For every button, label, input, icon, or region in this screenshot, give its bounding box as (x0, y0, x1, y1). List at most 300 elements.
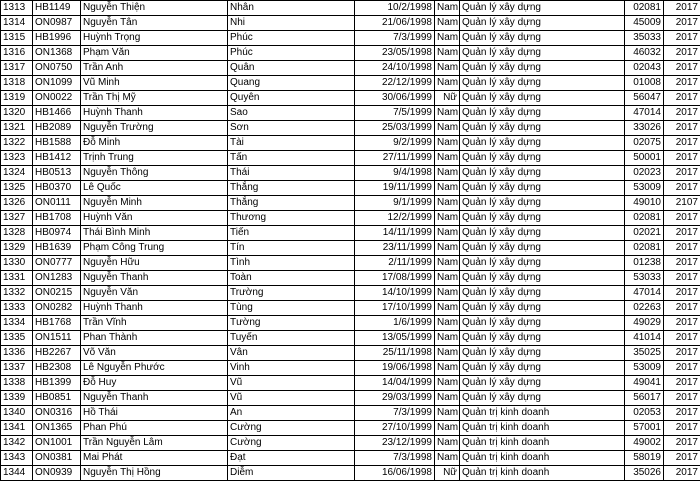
number-cell: 57001 (625, 421, 664, 436)
student-code-cell: HB2089 (33, 121, 81, 136)
year-cell: 2017 (664, 151, 700, 166)
student-code-cell: HB1588 (33, 136, 81, 151)
row-number-cell: 1324 (1, 166, 33, 181)
major-cell: Quản lý xây dựng (460, 346, 625, 361)
surname-cell: Phạm Công Trung (81, 241, 228, 256)
student-code-cell: HB1708 (33, 211, 81, 226)
gender-cell: Nam (435, 106, 460, 121)
table-row (1, 61, 700, 76)
given-name-cell: Tiến (228, 226, 355, 241)
year-cell: 2017 (664, 421, 700, 436)
number-cell: 56047 (625, 91, 664, 106)
major-cell: Quản lý xây dựng (460, 331, 625, 346)
given-name-cell: Diễm (228, 466, 355, 481)
surname-cell: Lê Nguyễn Phước (81, 361, 228, 376)
student-code-cell: ON0939 (33, 466, 81, 481)
number-cell: 02021 (625, 226, 664, 241)
table-row (1, 331, 700, 346)
major-cell: Quản lý xây dựng (460, 316, 625, 331)
number-cell: 49010 (625, 196, 664, 211)
table-body (1, 1, 700, 481)
year-cell: 2017 (664, 301, 700, 316)
given-name-cell: Vũ (228, 391, 355, 406)
surname-cell: Trần Nguyễn Lâm (81, 436, 228, 451)
major-cell: Quản lý xây dựng (460, 241, 625, 256)
given-name-cell: Thương (228, 211, 355, 226)
surname-cell: Nguyễn Thị Hồng (81, 466, 228, 481)
year-cell: 2017 (664, 91, 700, 106)
row-number-cell: 1325 (1, 181, 33, 196)
given-name-cell: Trường (228, 286, 355, 301)
birth-date-cell: 23/12/1999 (355, 436, 435, 451)
row-number-cell: 1329 (1, 241, 33, 256)
birth-date-cell: 13/05/1999 (355, 331, 435, 346)
gender-cell: Nam (435, 121, 460, 136)
given-name-cell: Tùng (228, 301, 355, 316)
surname-cell: Nguyễn Trường (81, 121, 228, 136)
row-number-cell: 1340 (1, 406, 33, 421)
given-name-cell: Vũ (228, 376, 355, 391)
year-cell: 2017 (664, 331, 700, 346)
given-name-cell: Sơn (228, 121, 355, 136)
student-code-cell: HB0513 (33, 166, 81, 181)
major-cell: Quản lý xây dựng (460, 361, 625, 376)
row-number-cell: 1322 (1, 136, 33, 151)
given-name-cell: Cường (228, 421, 355, 436)
surname-cell: Thái Bình Minh (81, 226, 228, 241)
birth-date-cell: 27/10/1999 (355, 421, 435, 436)
number-cell: 01238 (625, 256, 664, 271)
row-number-cell: 1314 (1, 16, 33, 31)
given-name-cell: Nhân (228, 1, 355, 16)
student-code-cell: HB1399 (33, 376, 81, 391)
row-number-cell: 1318 (1, 76, 33, 91)
major-cell: Quản lý xây dựng (460, 376, 625, 391)
surname-cell: Đỗ Huy (81, 376, 228, 391)
gender-cell: Nam (435, 226, 460, 241)
student-code-cell: ON0215 (33, 286, 81, 301)
given-name-cell: Tường (228, 316, 355, 331)
number-cell: 35026 (625, 466, 664, 481)
major-cell: Quản lý xây dựng (460, 136, 625, 151)
birth-date-cell: 7/3/1999 (355, 31, 435, 46)
major-cell: Quản lý xây dựng (460, 106, 625, 121)
row-number-cell: 1334 (1, 316, 33, 331)
surname-cell: Vũ Minh (81, 76, 228, 91)
table-row (1, 256, 700, 271)
gender-cell: Nam (435, 31, 460, 46)
gender-cell: Nam (435, 211, 460, 226)
gender-cell: Nam (435, 16, 460, 31)
surname-cell: Huỳnh Văn (81, 211, 228, 226)
number-cell: 02081 (625, 211, 664, 226)
gender-cell: Nam (435, 331, 460, 346)
gender-cell: Nam (435, 391, 460, 406)
row-number-cell: 1320 (1, 106, 33, 121)
table-row (1, 451, 700, 466)
surname-cell: Võ Văn (81, 346, 228, 361)
major-cell: Quản lý xây dựng (460, 1, 625, 16)
major-cell: Quản lý xây dựng (460, 166, 625, 181)
surname-cell: Nguyễn Thông (81, 166, 228, 181)
student-code-cell: ON0750 (33, 61, 81, 76)
year-cell: 2017 (664, 271, 700, 286)
gender-cell: Nam (435, 421, 460, 436)
table-row (1, 181, 700, 196)
given-name-cell: Tài (228, 136, 355, 151)
given-name-cell: Thắng (228, 196, 355, 211)
gender-cell: Nam (435, 346, 460, 361)
row-number-cell: 1337 (1, 361, 33, 376)
major-cell: Quản trị kinh doanh (460, 436, 625, 451)
student-code-cell: HB0974 (33, 226, 81, 241)
surname-cell: Huỳnh Thanh (81, 106, 228, 121)
number-cell: 47014 (625, 106, 664, 121)
surname-cell: Nguyễn Thiện (81, 1, 228, 16)
major-cell: Quản lý xây dựng (460, 196, 625, 211)
major-cell: Quản trị kinh doanh (460, 466, 625, 481)
row-number-cell: 1331 (1, 271, 33, 286)
table-row (1, 76, 700, 91)
table-row (1, 421, 700, 436)
given-name-cell: Quang (228, 76, 355, 91)
student-code-cell: HB1149 (33, 1, 81, 16)
gender-cell: Nam (435, 151, 460, 166)
surname-cell: Nguyễn Tân (81, 16, 228, 31)
student-code-cell: HB1996 (33, 31, 81, 46)
year-cell: 2017 (664, 1, 700, 16)
surname-cell: Nguyễn Thanh (81, 271, 228, 286)
major-cell: Quản lý xây dựng (460, 61, 625, 76)
birth-date-cell: 23/11/1999 (355, 241, 435, 256)
number-cell: 45009 (625, 16, 664, 31)
gender-cell: Nam (435, 61, 460, 76)
given-name-cell: Thái (228, 166, 355, 181)
row-number-cell: 1342 (1, 436, 33, 451)
student-code-cell: HB1466 (33, 106, 81, 121)
number-cell: 01008 (625, 76, 664, 91)
gender-cell: Nam (435, 1, 460, 16)
surname-cell: Phạm Văn (81, 46, 228, 61)
year-cell: 2017 (664, 466, 700, 481)
number-cell: 56017 (625, 391, 664, 406)
number-cell: 46032 (625, 46, 664, 61)
row-number-cell: 1336 (1, 346, 33, 361)
year-cell: 2017 (664, 31, 700, 46)
birth-date-cell: 19/11/1999 (355, 181, 435, 196)
row-number-cell: 1344 (1, 466, 33, 481)
birth-date-cell: 12/2/1999 (355, 211, 435, 226)
number-cell: 35033 (625, 31, 664, 46)
major-cell: Quản trị kinh doanh (460, 451, 625, 466)
row-number-cell: 1338 (1, 376, 33, 391)
surname-cell: Trần Anh (81, 61, 228, 76)
birth-date-cell: 25/11/1998 (355, 346, 435, 361)
student-code-cell: ON0777 (33, 256, 81, 271)
number-cell: 02081 (625, 1, 664, 16)
birth-date-cell: 1/6/1999 (355, 316, 435, 331)
given-name-cell: Cường (228, 436, 355, 451)
row-number-cell: 1343 (1, 451, 33, 466)
birth-date-cell: 27/11/1999 (355, 151, 435, 166)
surname-cell: Phan Thành (81, 331, 228, 346)
surname-cell: Nguyễn Văn (81, 286, 228, 301)
number-cell: 02263 (625, 301, 664, 316)
student-code-cell: ON1283 (33, 271, 81, 286)
major-cell: Quản lý xây dựng (460, 151, 625, 166)
year-cell: 2017 (664, 286, 700, 301)
surname-cell: Nguyễn Minh (81, 196, 228, 211)
gender-cell: Nam (435, 181, 460, 196)
number-cell: 02053 (625, 406, 664, 421)
major-cell: Quản lý xây dựng (460, 226, 625, 241)
birth-date-cell: 17/10/1999 (355, 301, 435, 316)
student-code-cell: HB1768 (33, 316, 81, 331)
table-row (1, 121, 700, 136)
row-number-cell: 1316 (1, 46, 33, 61)
birth-date-cell: 9/4/1998 (355, 166, 435, 181)
given-name-cell: Nhi (228, 16, 355, 31)
table-row (1, 31, 700, 46)
row-number-cell: 1332 (1, 286, 33, 301)
row-number-cell: 1341 (1, 421, 33, 436)
student-code-cell: ON1511 (33, 331, 81, 346)
number-cell: 47014 (625, 286, 664, 301)
table-row (1, 316, 700, 331)
number-cell: 02043 (625, 61, 664, 76)
table-row (1, 406, 700, 421)
birth-date-cell: 7/3/1999 (355, 406, 435, 421)
gender-cell: Nam (435, 316, 460, 331)
surname-cell: Nguyễn Hữu (81, 256, 228, 271)
year-cell: 2017 (664, 121, 700, 136)
given-name-cell: Vinh (228, 361, 355, 376)
gender-cell: Nam (435, 271, 460, 286)
year-cell: 2017 (664, 316, 700, 331)
birth-date-cell: 14/10/1999 (355, 286, 435, 301)
year-cell: 2017 (664, 181, 700, 196)
birth-date-cell: 21/06/1998 (355, 16, 435, 31)
major-cell: Quản lý xây dựng (460, 181, 625, 196)
number-cell: 49002 (625, 436, 664, 451)
major-cell: Quản lý xây dựng (460, 391, 625, 406)
gender-cell: Nam (435, 451, 460, 466)
surname-cell: Huỳnh Thanh (81, 301, 228, 316)
birth-date-cell: 24/10/1998 (355, 61, 435, 76)
gender-cell: Nam (435, 241, 460, 256)
given-name-cell: Quân (228, 61, 355, 76)
table-row (1, 1, 700, 16)
student-code-cell: ON0282 (33, 301, 81, 316)
given-name-cell: An (228, 406, 355, 421)
row-number-cell: 1317 (1, 61, 33, 76)
number-cell: 50001 (625, 151, 664, 166)
birth-date-cell: 22/12/1999 (355, 76, 435, 91)
birth-date-cell: 30/06/1999 (355, 91, 435, 106)
birth-date-cell: 25/03/1999 (355, 121, 435, 136)
birth-date-cell: 19/06/1998 (355, 361, 435, 376)
row-number-cell: 1313 (1, 1, 33, 16)
number-cell: 33026 (625, 121, 664, 136)
surname-cell: Trần Vĩnh (81, 316, 228, 331)
year-cell: 2017 (664, 406, 700, 421)
surname-cell: Trần Thị Mỹ (81, 91, 228, 106)
row-number-cell: 1319 (1, 91, 33, 106)
year-cell: 2017 (664, 166, 700, 181)
table-row (1, 271, 700, 286)
year-cell: 2017 (664, 61, 700, 76)
number-cell: 58019 (625, 451, 664, 466)
gender-cell: Nam (435, 361, 460, 376)
given-name-cell: Thắng (228, 181, 355, 196)
student-code-cell: HB0851 (33, 391, 81, 406)
given-name-cell: Tấn (228, 151, 355, 166)
gender-cell: Nam (435, 46, 460, 61)
gender-cell: Nữ (435, 91, 460, 106)
birth-date-cell: 14/04/1999 (355, 376, 435, 391)
given-name-cell: Phúc (228, 31, 355, 46)
row-number-cell: 1330 (1, 256, 33, 271)
birth-date-cell: 7/5/1999 (355, 106, 435, 121)
major-cell: Quản lý xây dựng (460, 256, 625, 271)
major-cell: Quản lý xây dựng (460, 121, 625, 136)
major-cell: Quản lý xây dựng (460, 286, 625, 301)
given-name-cell: Đạt (228, 451, 355, 466)
gender-cell: Nam (435, 76, 460, 91)
birth-date-cell: 9/1/1999 (355, 196, 435, 211)
student-code-cell: HB1412 (33, 151, 81, 166)
given-name-cell: Tình (228, 256, 355, 271)
student-code-cell: HB1639 (33, 241, 81, 256)
number-cell: 49041 (625, 376, 664, 391)
major-cell: Quản lý xây dựng (460, 271, 625, 286)
table-row (1, 346, 700, 361)
student-code-cell: ON0111 (33, 196, 81, 211)
surname-cell: Nguyễn Thanh (81, 391, 228, 406)
table-row (1, 361, 700, 376)
birth-date-cell: 17/08/1999 (355, 271, 435, 286)
major-cell: Quản lý xây dựng (460, 301, 625, 316)
major-cell: Quản lý xây dựng (460, 46, 625, 61)
student-code-cell: ON0316 (33, 406, 81, 421)
birth-date-cell: 7/3/1998 (355, 451, 435, 466)
year-cell: 2017 (664, 256, 700, 271)
student-code-cell: ON1099 (33, 76, 81, 91)
year-cell: 2017 (664, 211, 700, 226)
student-code-cell: HB0370 (33, 181, 81, 196)
year-cell: 2017 (664, 76, 700, 91)
gender-cell: Nam (435, 376, 460, 391)
year-cell: 2017 (664, 226, 700, 241)
year-cell: 2017 (664, 46, 700, 61)
year-cell: 2107 (664, 196, 700, 211)
surname-cell: Huỳnh Trọng (81, 31, 228, 46)
number-cell: 02081 (625, 241, 664, 256)
major-cell: Quản lý xây dựng (460, 211, 625, 226)
year-cell: 2017 (664, 436, 700, 451)
number-cell: 02075 (625, 136, 664, 151)
table-row (1, 196, 700, 211)
number-cell: 35025 (625, 346, 664, 361)
gender-cell: Nam (435, 301, 460, 316)
major-cell: Quản lý xây dựng (460, 91, 625, 106)
year-cell: 2017 (664, 361, 700, 376)
row-number-cell: 1328 (1, 226, 33, 241)
number-cell: 53009 (625, 361, 664, 376)
row-number-cell: 1321 (1, 121, 33, 136)
given-name-cell: Vân (228, 346, 355, 361)
year-cell: 2017 (664, 241, 700, 256)
table-row (1, 16, 700, 31)
table-row (1, 226, 700, 241)
table-row (1, 301, 700, 316)
birth-date-cell: 16/06/1998 (355, 466, 435, 481)
birth-date-cell: 10/2/1998 (355, 1, 435, 16)
student-code-cell: ON0987 (33, 16, 81, 31)
row-number-cell: 1339 (1, 391, 33, 406)
table-row (1, 286, 700, 301)
surname-cell: Hồ Thái (81, 406, 228, 421)
table-row (1, 241, 700, 256)
row-number-cell: 1333 (1, 301, 33, 316)
surname-cell: Lê Quốc (81, 181, 228, 196)
major-cell: Quản lý xây dựng (460, 16, 625, 31)
student-code-cell: ON1365 (33, 421, 81, 436)
surname-cell: Phan Phú (81, 421, 228, 436)
number-cell: 53033 (625, 271, 664, 286)
table-row (1, 136, 700, 151)
year-cell: 2017 (664, 16, 700, 31)
gender-cell: Nam (435, 406, 460, 421)
table-row (1, 391, 700, 406)
table-row (1, 436, 700, 451)
row-number-cell: 1323 (1, 151, 33, 166)
gender-cell: Nam (435, 436, 460, 451)
table-row (1, 466, 700, 481)
year-cell: 2017 (664, 391, 700, 406)
year-cell: 2017 (664, 346, 700, 361)
birth-date-cell: 2/11/1999 (355, 256, 435, 271)
given-name-cell: Quyên (228, 91, 355, 106)
birth-date-cell: 23/05/1998 (355, 46, 435, 61)
student-code-cell: ON0022 (33, 91, 81, 106)
major-cell: Quản lý xây dựng (460, 31, 625, 46)
given-name-cell: Sao (228, 106, 355, 121)
number-cell: 02023 (625, 166, 664, 181)
table-row (1, 46, 700, 61)
major-cell: Quản trị kinh doanh (460, 406, 625, 421)
table-row (1, 151, 700, 166)
gender-cell: Nam (435, 196, 460, 211)
given-name-cell: Tuyến (228, 331, 355, 346)
surname-cell: Trịnh Trung (81, 151, 228, 166)
number-cell: 49029 (625, 316, 664, 331)
year-cell: 2017 (664, 376, 700, 391)
table-row (1, 376, 700, 391)
birth-date-cell: 14/11/1999 (355, 226, 435, 241)
student-code-cell: ON1001 (33, 436, 81, 451)
row-number-cell: 1327 (1, 211, 33, 226)
given-name-cell: Tín (228, 241, 355, 256)
year-cell: 2017 (664, 106, 700, 121)
surname-cell: Mai Phát (81, 451, 228, 466)
given-name-cell: Phúc (228, 46, 355, 61)
birth-date-cell: 9/2/1999 (355, 136, 435, 151)
student-code-cell: ON0381 (33, 451, 81, 466)
row-number-cell: 1326 (1, 196, 33, 211)
table-row (1, 106, 700, 121)
row-number-cell: 1335 (1, 331, 33, 346)
